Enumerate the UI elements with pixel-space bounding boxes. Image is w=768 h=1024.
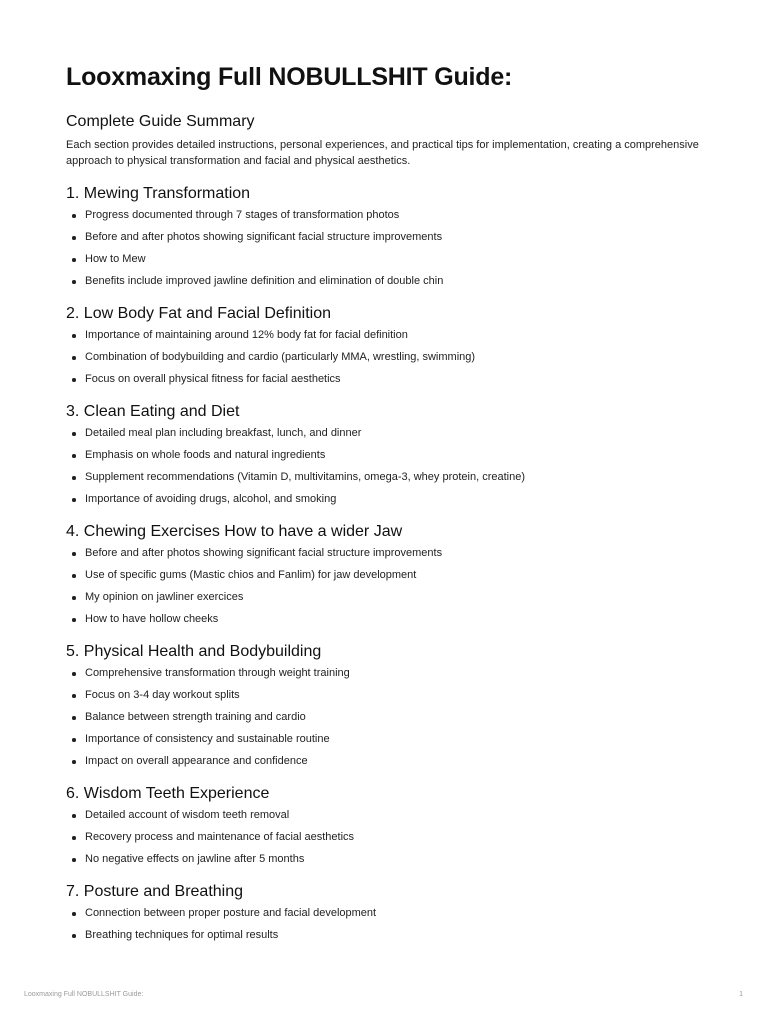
bullet-dot-icon	[72, 236, 76, 240]
list-item-text: Breathing techniques for optimal results	[85, 929, 279, 941]
list-item-text: Use of specific gums (Mastic chios and Fanlim) for jaw development	[85, 569, 417, 581]
list-item-text: Progress documented through 7 stages of transformation photos	[85, 209, 400, 221]
bullet-dot-icon	[72, 574, 76, 578]
list-item	[66, 448, 706, 463]
bullet-dot-icon	[72, 760, 76, 764]
list-item	[66, 732, 706, 747]
bullet-dot-icon	[72, 858, 76, 862]
bullet-list	[66, 208, 706, 289]
list-item	[66, 426, 706, 441]
list-item-text: Comprehensive transformation through weight training	[85, 667, 350, 679]
bullet-dot-icon	[72, 432, 76, 436]
list-item	[66, 492, 706, 507]
list-item	[66, 612, 706, 627]
list-item	[66, 546, 706, 561]
list-item	[66, 328, 706, 343]
list-item-text: Detailed account of wisdom teeth removal	[85, 809, 290, 821]
list-item	[66, 252, 706, 267]
bullet-dot-icon	[72, 836, 76, 840]
bullet-list	[66, 666, 706, 769]
document-title: Looxmaxing Full NOBULLSHIT Guide:	[66, 63, 513, 91]
list-item-text: Combination of bodybuilding and cardio (particularly MMA, wrestling, swimming)	[85, 351, 476, 363]
section-heading: 4. Chewing Exercises How to have a wider Jaw	[66, 523, 403, 540]
bullet-list	[66, 546, 706, 627]
bullet-list	[66, 808, 706, 867]
list-item-text: Emphasis on whole foods and natural ingredients	[85, 449, 326, 461]
list-item	[66, 208, 706, 223]
page-number: 1	[739, 991, 743, 998]
list-item-text: How to Mew	[85, 253, 146, 265]
list-item	[66, 350, 706, 365]
summary-heading: Complete Guide Summary	[66, 113, 255, 130]
list-item-text: Detailed meal plan including breakfast, lunch, and dinner	[85, 427, 362, 439]
bullet-dot-icon	[72, 738, 76, 742]
list-item-text: How to have hollow cheeks	[85, 613, 219, 625]
footer-title: Looxmaxing Full NOBULLSHIT Guide:	[24, 991, 144, 998]
list-item	[66, 470, 706, 485]
list-item	[66, 808, 706, 823]
bullet-dot-icon	[72, 934, 76, 938]
list-item-text: Supplement recommendations (Vitamin D, multivitamins, omega-3, whey protein, creatine)	[85, 471, 525, 483]
list-item-text: Before and after photos showing significant facial structure improvements	[85, 231, 443, 243]
section-heading: 5. Physical Health and Bodybuilding	[66, 643, 322, 660]
list-item	[66, 666, 706, 681]
list-item-text: Importance of avoiding drugs, alcohol, and smoking	[85, 493, 337, 505]
list-item-text: Recovery process and maintenance of facial aesthetics	[85, 831, 355, 843]
bullet-dot-icon	[72, 672, 76, 676]
bullet-dot-icon	[72, 378, 76, 382]
bullet-dot-icon	[72, 498, 76, 502]
list-item	[66, 568, 706, 583]
list-item-text: Benefits include improved jawline definition and elimination of double chin	[85, 275, 444, 287]
document-page	[66, 60, 706, 943]
section-heading: 3. Clean Eating and Diet	[66, 403, 240, 420]
list-item	[66, 274, 706, 289]
section-heading: 6. Wisdom Teeth Experience	[66, 785, 270, 802]
bullet-list	[66, 426, 706, 507]
list-item	[66, 230, 706, 245]
list-item-text: Focus on 3-4 day workout splits	[85, 689, 240, 701]
list-item-text: Balance between strength training and cardio	[85, 711, 306, 723]
list-item-text: Importance of consistency and sustainable routine	[85, 733, 330, 745]
list-item-text: Before and after photos showing significant facial structure improvements	[85, 547, 443, 559]
list-item	[66, 688, 706, 703]
bullet-dot-icon	[72, 618, 76, 622]
list-item	[66, 928, 706, 943]
list-item-text: Impact on overall appearance and confidence	[85, 755, 308, 767]
bullet-list	[66, 328, 706, 387]
list-item-text: No negative effects on jawline after 5 months	[85, 853, 305, 865]
bullet-dot-icon	[72, 334, 76, 338]
bullet-dot-icon	[72, 694, 76, 698]
bullet-dot-icon	[72, 258, 76, 262]
bullet-dot-icon	[72, 552, 76, 556]
bullet-dot-icon	[72, 280, 76, 284]
summary-text: Each section provides detailed instructions, personal experiences, and practical tips for implementation, creating a comprehensive approach to physical transformation and facial and physical aesthetics.	[66, 139, 699, 167]
section-heading: 7. Posture and Breathing	[66, 883, 244, 900]
bullet-list	[66, 906, 706, 943]
sections-container	[66, 183, 706, 943]
list-item-text: Connection between proper posture and facial development	[85, 907, 377, 919]
bullet-dot-icon	[72, 214, 76, 218]
list-item	[66, 710, 706, 725]
list-item-text: My opinion on jawliner exercices	[85, 591, 244, 603]
list-item	[66, 830, 706, 845]
bullet-dot-icon	[72, 476, 76, 480]
list-item	[66, 906, 706, 921]
bullet-dot-icon	[72, 814, 76, 818]
bullet-dot-icon	[72, 356, 76, 360]
bullet-dot-icon	[72, 596, 76, 600]
list-item	[66, 590, 706, 605]
list-item	[66, 372, 706, 387]
section-heading: 2. Low Body Fat and Facial Definition	[66, 305, 332, 322]
bullet-dot-icon	[72, 716, 76, 720]
bullet-dot-icon	[72, 454, 76, 458]
section-heading: 1. Mewing Transformation	[66, 185, 251, 202]
list-item-text: Focus on overall physical fitness for facial aesthetics	[85, 373, 341, 385]
list-item	[66, 754, 706, 769]
list-item-text: Importance of maintaining around 12% body fat for facial definition	[85, 329, 408, 341]
bullet-dot-icon	[72, 912, 76, 916]
list-item	[66, 852, 706, 867]
